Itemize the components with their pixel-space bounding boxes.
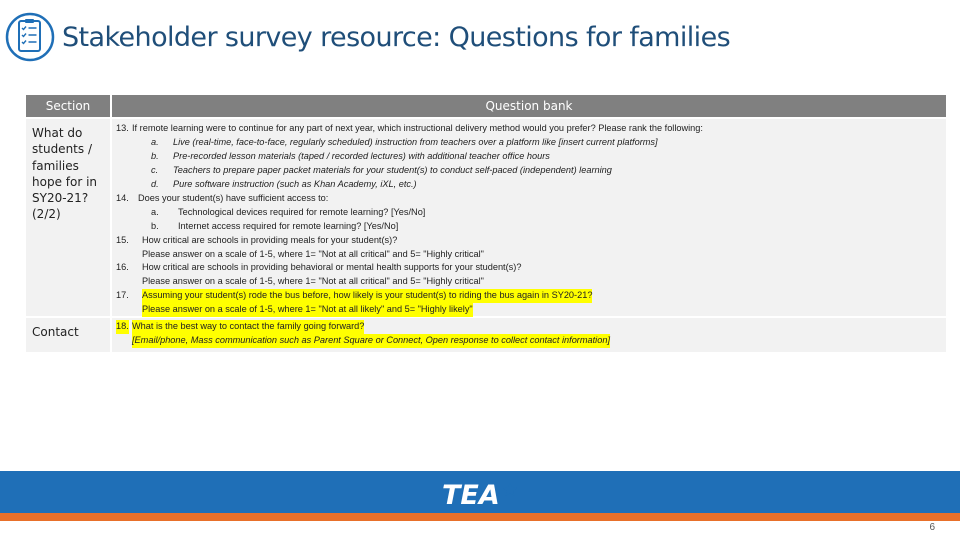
option-letter: a. <box>151 207 159 217</box>
highlighted-question-text: What is the best way to contact the family going forward? <box>132 320 364 334</box>
question-number: 14. <box>116 193 129 203</box>
question-text: How critical are schools in providing meals for your student(s)? <box>142 235 398 245</box>
option-text: Teachers to prepare paper packet materials for your student(s) to conduct self-paced (independent) learning <box>173 165 612 175</box>
highlighted-question-text: Assuming your student(s) rode the bus before, how likely is your student(s) to riding the bus again in SY20-21? <box>142 289 592 303</box>
question-text: If remote learning were to continue for any part of next year, which instructional delivery method would you prefer? Please rank the following: <box>132 123 703 133</box>
option-letter: c. <box>151 165 159 175</box>
option-letter: b. <box>151 221 159 231</box>
footer-accent-stripe <box>0 513 960 521</box>
option-text: Pre-recorded lesson materials (taped / recorded lectures) with additional teacher office hours <box>173 151 550 161</box>
question-number: 13. <box>116 123 129 133</box>
answer-scale: Please answer on a scale of 1-5, where 1= "Not at all critical" and 5= "Highly critical" <box>142 276 484 286</box>
question-number: 18. <box>116 320 129 334</box>
option-text: Pure software instruction (such as Khan Academy, iXL, etc.) <box>173 179 417 189</box>
page-number: 6 <box>929 522 935 533</box>
answer-scale: Please answer on a scale of 1-5, where 1= "Not at all critical" and 5= "Highly critical" <box>142 249 484 259</box>
highlighted-answer-options: [Email/phone, Mass communication such as Parent Square or Connect, Open response to collect contact information] <box>132 334 610 348</box>
question-cell-hopes <box>112 119 946 316</box>
highlighted-answer-scale: Please answer on a scale of 1-5, where 1= "Not at all likely" and 5= "Highly likely" <box>142 303 473 317</box>
section-cell-hopes: What do students / families hope for in SY20-21? (2/2) <box>26 119 110 316</box>
checklist-icon <box>5 12 55 62</box>
question-cell-contact <box>112 318 946 352</box>
option-letter: b. <box>151 151 159 161</box>
question-number: 16. <box>116 262 129 272</box>
question-bank-column-header: Question bank <box>112 95 946 117</box>
page-title: Stakeholder survey resource: Questions for families <box>62 22 731 53</box>
tea-logo <box>440 478 522 508</box>
question-number: 17. <box>116 290 129 300</box>
section-column-header: Section <box>26 95 110 117</box>
option-text: Internet access required for remote learning? [Yes/No] <box>178 221 399 231</box>
option-letter: d. <box>151 179 159 189</box>
option-text: Live (real-time, face-to-face, regularly scheduled) instruction from teachers over a platform like [insert current platforms] <box>173 137 658 147</box>
question-number: 15. <box>116 235 129 245</box>
question-text: How critical are schools in providing behavioral or mental health supports for your student(s)? <box>142 262 522 272</box>
section-cell-contact: Contact <box>26 318 110 352</box>
option-letter: a. <box>151 137 159 147</box>
svg-text:TEA: TEA <box>442 480 500 508</box>
option-text: Technological devices required for remote learning? [Yes/No] <box>178 207 426 217</box>
question-text: Does your student(s) have sufficient access to: <box>138 193 329 203</box>
